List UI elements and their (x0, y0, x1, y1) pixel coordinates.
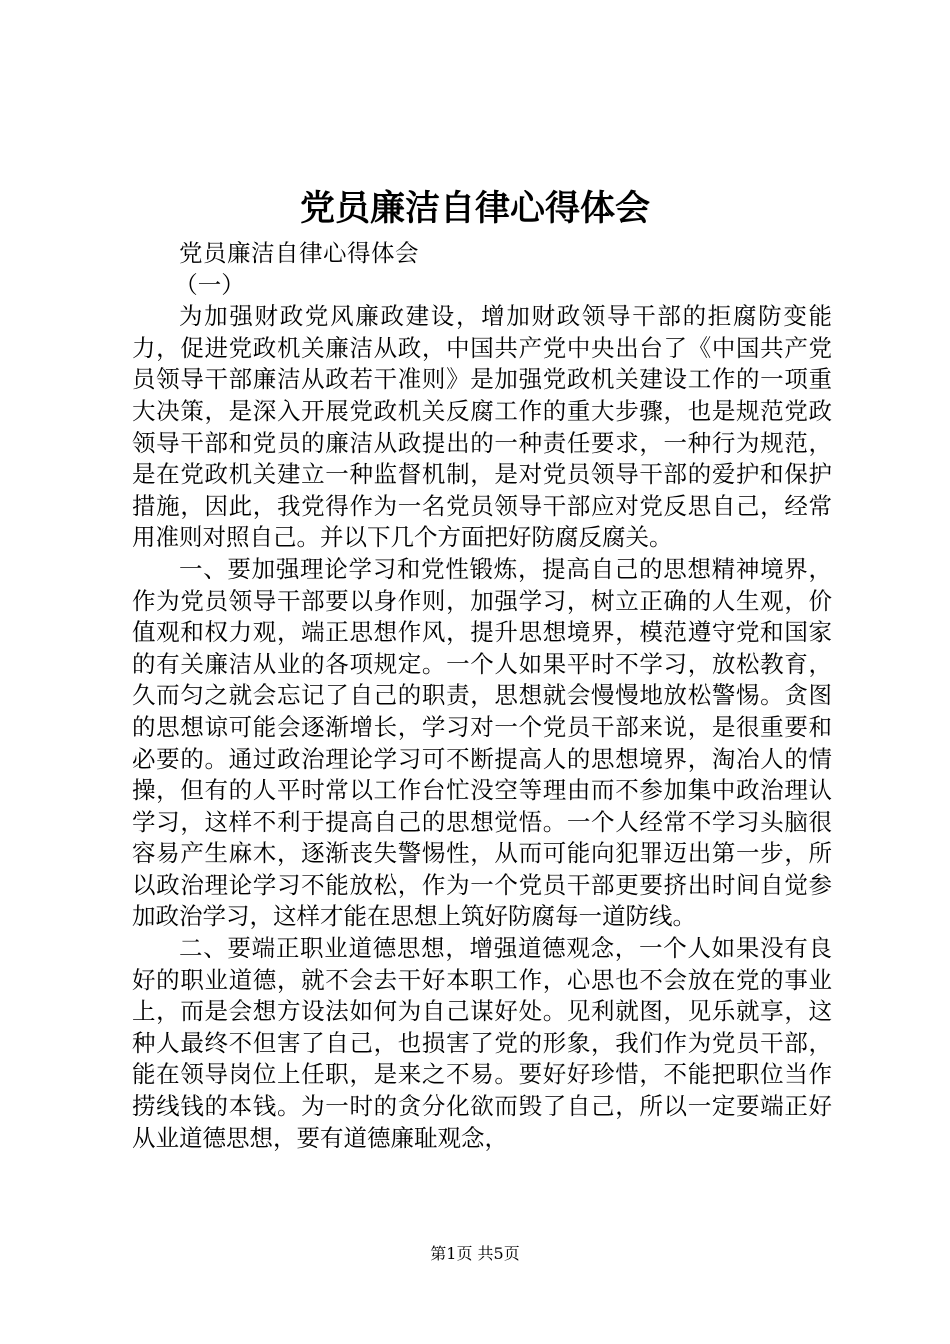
document-title: 党员廉洁自律心得体会 (299, 189, 650, 229)
paragraph-point-two: 二、要端正职业道德思想，增强道德观念，一个人如果没有良好的职业道德，就不会去干好本职工作，心思也不会放在党的事业上，而是会想方设法如何为自己谋好处。见利就图，见乐就享，这种人最终不但害了自己，也损害了党的形象，我们作为党员干部，能在领导岗位上任职，是来之不易。要好好珍惜，不能把职位当作捞线钱的本钱。为一时的贪分化欲而毁了自己，所以一定要端正好从业道德思想，要有道德廉耻观念， (132, 934, 832, 1152)
paragraph-intro: 为加强财政党风廉政建设，增加财政领导干部的拒腐防变能力，促进党政机关廉洁从政，中国共产党中央出台了《中国共产党员领导干部廉洁从政若干准则》是加强党政机关建设工作的一项重大决策，是深入开展党政机关反腐工作的重大步骤，也是规范党政领导干部和党员的廉洁从政提出的一种责任要求，一种行为规范，是在党政机关建立一种监督机制，是对党员领导干部的爱护和保护措施，因此，我党得作为一名党员领导干部应对党反思自己，经常用准则对照自己。并以下几个方面把好防腐反腐关。 (132, 302, 832, 552)
paragraph-point-one: 一、要加强理论学习和党性锻炼，提高自己的思想精神境界，作为党员领导干部要以身作则，加强学习，树立正确的人生观，价值观和权力观，端正思想作风，提升思想境界，模范遵守党和国家的有关廉洁从业的各项规定。一个人如果平时不学习，放松教育，久而匀之就会忘记了自己的职责，思想就会慢慢地放松警惕。贪图的思想谅可能会逐渐增长，学习对一个党员干部来说，是很重要和必要的。通过政治理论学习可不断提高人的思想境界，淘冶人的情操，但有的人平时常以工作台忙没空等理由而不参加集中政治理认学习，这样不利于提高自己的思想觉悟。一个人经常不学习头脑很容易产生麻木，逐渐丧失警惕性，从而可能向犯罪迈出第一步，所以政治理论学习不能放松，作为一个党员干部更要挤出时间自觉参加政治学习，这样才能在思想上筑好防腐每一道防线。 (132, 554, 832, 931)
section-number: （一） (174, 270, 245, 299)
document-subtitle: 党员廉洁自律心得体会 (179, 239, 419, 267)
page-footer (0, 1243, 950, 1265)
page-indicator: 第1页 共5页 (430, 1244, 520, 1263)
document-body (132, 238, 832, 1154)
